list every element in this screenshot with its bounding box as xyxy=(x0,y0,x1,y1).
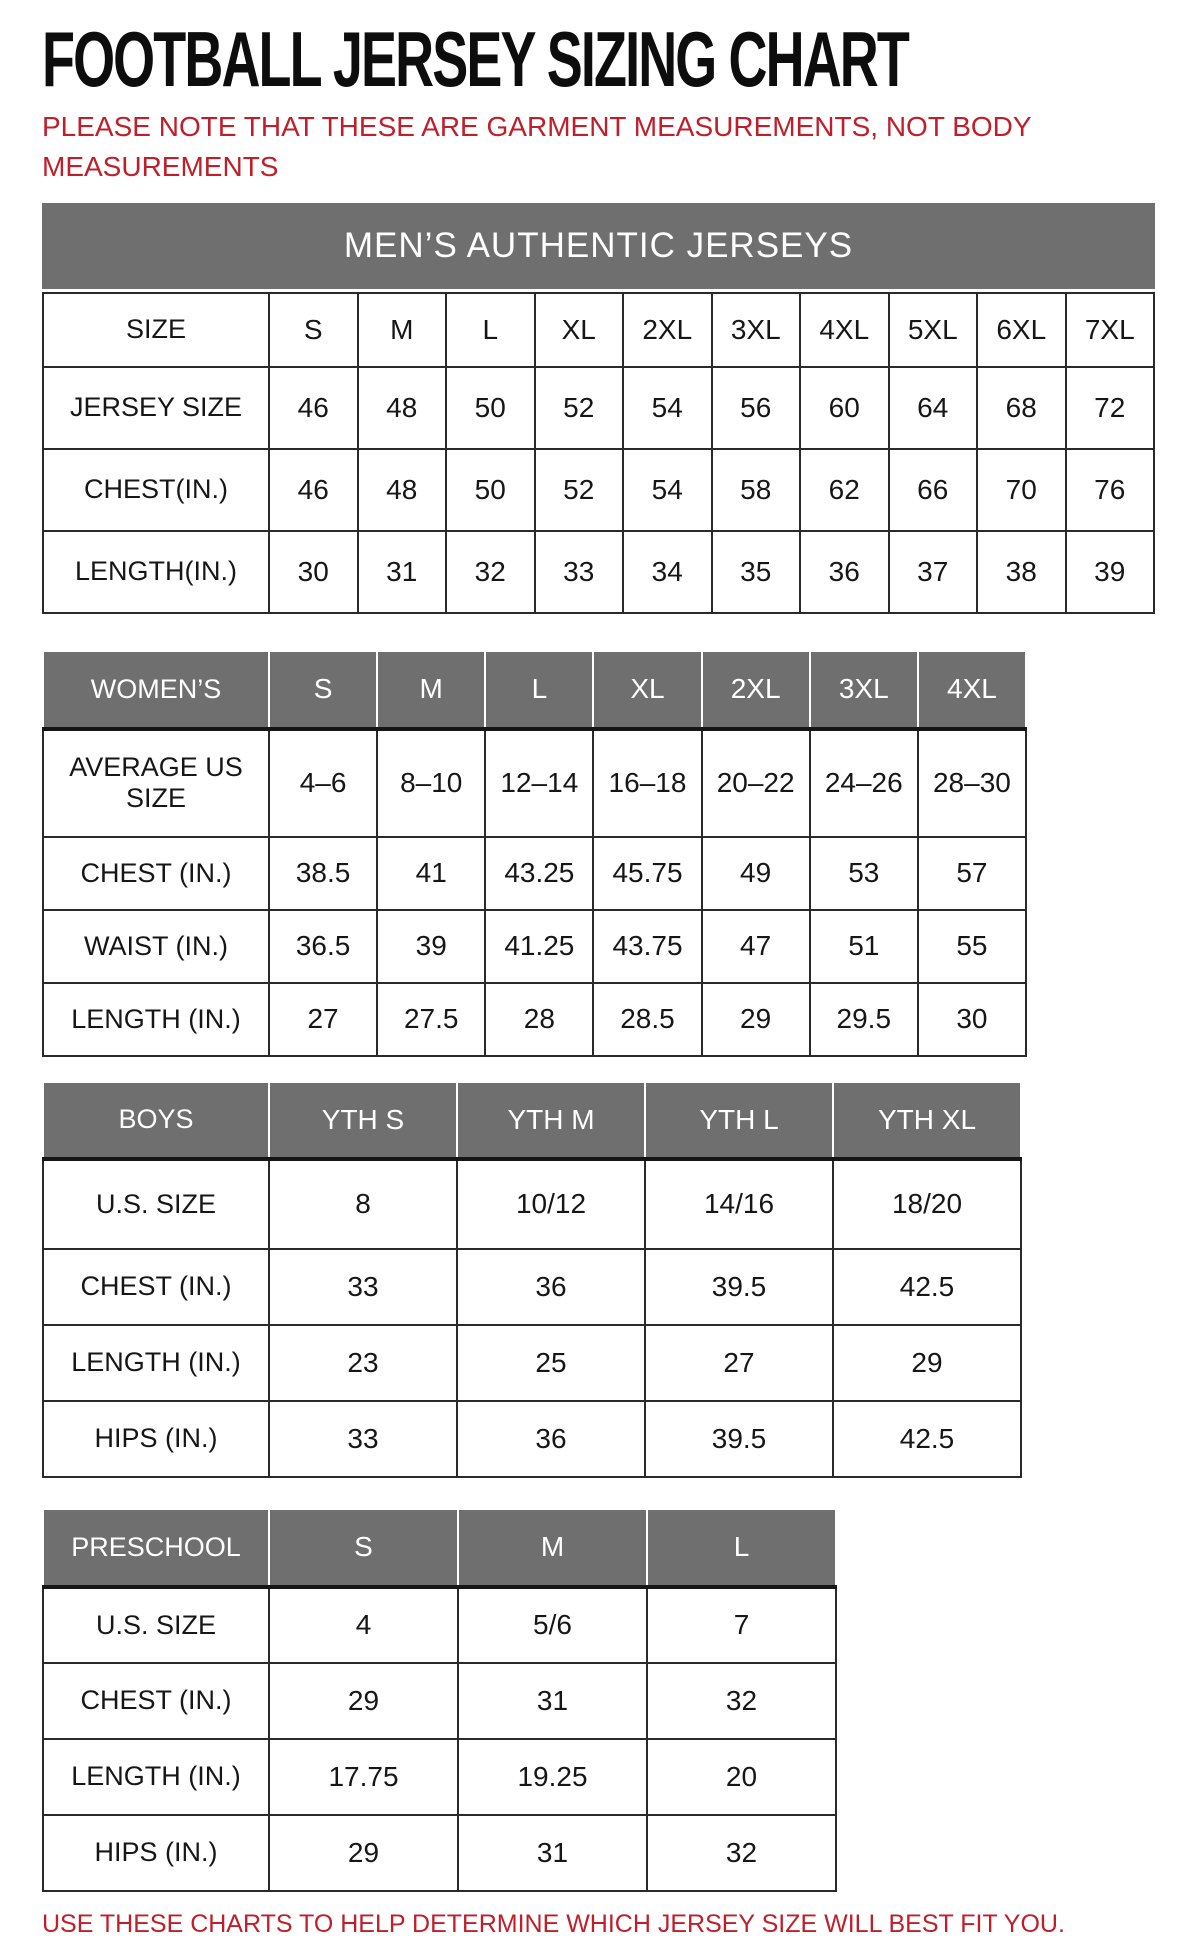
row-label-cell: LENGTH (IN.) xyxy=(43,1325,269,1401)
table-row xyxy=(43,1663,836,1739)
value-cell: 76 xyxy=(1066,449,1155,531)
garment-measurements-note: PLEASE NOTE THAT THESE ARE GARMENT MEASUREMENTS, NOT BODY MEASUREMENTS xyxy=(42,111,1032,182)
value-cell: 52 xyxy=(535,449,624,531)
value-cell: 4–6 xyxy=(269,729,377,837)
row-label-cell: JERSEY SIZE xyxy=(43,367,269,449)
row-label-cell: LENGTH(IN.) xyxy=(43,531,269,613)
value-cell: 47 xyxy=(702,910,810,983)
value-cell: 20 xyxy=(647,1739,836,1815)
value-cell: 66 xyxy=(889,449,978,531)
header-label-cell: BOYS xyxy=(43,1082,269,1159)
header-label-cell: WOMEN’S xyxy=(43,651,269,729)
value-cell: 32 xyxy=(647,1815,836,1891)
value-cell: 46 xyxy=(269,449,358,531)
header-row xyxy=(43,1509,836,1587)
value-cell: 50 xyxy=(446,367,535,449)
row-label-cell: LENGTH (IN.) xyxy=(43,983,269,1056)
value-cell: 32 xyxy=(446,531,535,613)
value-cell: 28.5 xyxy=(593,983,701,1056)
row-label-cell: HIPS (IN.) xyxy=(43,1401,269,1477)
value-cell: 39.5 xyxy=(645,1249,833,1325)
row-label-cell: CHEST(IN.) xyxy=(43,449,269,531)
value-cell: 17.75 xyxy=(269,1739,458,1815)
row-label-cell: U.S. SIZE xyxy=(43,1159,269,1249)
header-label-cell: SIZE xyxy=(43,293,269,367)
value-cell: 46 xyxy=(269,367,358,449)
value-cell: 12–14 xyxy=(485,729,593,837)
header-row xyxy=(43,651,1026,729)
value-cell: 42.5 xyxy=(833,1249,1021,1325)
row-label-cell: CHEST (IN.) xyxy=(43,1249,269,1325)
value-cell: 48 xyxy=(358,449,447,531)
title-wrap xyxy=(42,15,1156,104)
value-cell: 10/12 xyxy=(457,1159,645,1249)
value-cell: 27.5 xyxy=(377,983,485,1056)
value-cell: 36.5 xyxy=(269,910,377,983)
value-cell: 4 xyxy=(269,1587,458,1663)
value-cell: 27 xyxy=(645,1325,833,1401)
row-label-cell: CHEST (IN.) xyxy=(43,837,269,910)
value-cell: 35 xyxy=(712,531,801,613)
header-size-cell: 3XL xyxy=(712,293,801,367)
value-cell: 39 xyxy=(1066,531,1155,613)
value-cell: 31 xyxy=(458,1663,647,1739)
header-size-cell: XL xyxy=(535,293,624,367)
value-cell: 38.5 xyxy=(269,837,377,910)
mens-sizing-table xyxy=(42,292,1155,614)
value-cell: 41 xyxy=(377,837,485,910)
value-cell: 31 xyxy=(358,531,447,613)
header-label-cell: PRESCHOOL xyxy=(43,1509,269,1587)
mens-authentic-jerseys-banner: MEN’S AUTHENTIC JERSEYS xyxy=(42,203,1155,289)
header-size-cell: 3XL xyxy=(810,651,918,729)
value-cell: 8 xyxy=(269,1159,457,1249)
value-cell: 70 xyxy=(977,449,1066,531)
header-size-cell: M xyxy=(377,651,485,729)
value-cell: 45.75 xyxy=(593,837,701,910)
table-row xyxy=(43,1401,1021,1477)
header-size-cell: 4XL xyxy=(800,293,889,367)
value-cell: 30 xyxy=(269,531,358,613)
value-cell: 56 xyxy=(712,367,801,449)
value-cell: 64 xyxy=(889,367,978,449)
value-cell: 58 xyxy=(712,449,801,531)
header-size-cell: XL xyxy=(593,651,701,729)
header-size-cell: L xyxy=(446,293,535,367)
preschool-sizing-table xyxy=(42,1508,837,1892)
value-cell: 7 xyxy=(647,1587,836,1663)
row-label-cell: LENGTH (IN.) xyxy=(43,1739,269,1815)
value-cell: 38 xyxy=(977,531,1066,613)
value-cell: 55 xyxy=(918,910,1026,983)
value-cell: 29 xyxy=(269,1663,458,1739)
value-cell: 30 xyxy=(918,983,1026,1056)
table-row xyxy=(43,729,1026,837)
header-size-cell: 7XL xyxy=(1066,293,1155,367)
header-row xyxy=(43,1082,1021,1159)
row-label-cell: WAIST (IN.) xyxy=(43,910,269,983)
value-cell: 72 xyxy=(1066,367,1155,449)
value-cell: 8–10 xyxy=(377,729,485,837)
value-cell: 29 xyxy=(702,983,810,1056)
value-cell: 29.5 xyxy=(810,983,918,1056)
womens-sizing-table xyxy=(42,650,1027,1057)
value-cell: 23 xyxy=(269,1325,457,1401)
value-cell: 34 xyxy=(623,531,712,613)
header-size-cell: 2XL xyxy=(623,293,712,367)
value-cell: 24–26 xyxy=(810,729,918,837)
value-cell: 42.5 xyxy=(833,1401,1021,1477)
value-cell: 14/16 xyxy=(645,1159,833,1249)
value-cell: 31 xyxy=(458,1815,647,1891)
header-size-cell: 2XL xyxy=(702,651,810,729)
boys-sizing-table xyxy=(42,1081,1022,1478)
value-cell: 27 xyxy=(269,983,377,1056)
table-row xyxy=(43,910,1026,983)
value-cell: 48 xyxy=(358,367,447,449)
value-cell: 20–22 xyxy=(702,729,810,837)
value-cell: 18/20 xyxy=(833,1159,1021,1249)
value-cell: 29 xyxy=(269,1815,458,1891)
header-size-cell: L xyxy=(647,1509,836,1587)
header-size-cell: 6XL xyxy=(977,293,1066,367)
value-cell: 25 xyxy=(457,1325,645,1401)
value-cell: 68 xyxy=(977,367,1066,449)
value-cell: 33 xyxy=(269,1249,457,1325)
value-cell: 49 xyxy=(702,837,810,910)
value-cell: 36 xyxy=(457,1401,645,1477)
table-row xyxy=(43,531,1154,613)
value-cell: 33 xyxy=(269,1401,457,1477)
value-cell: 28–30 xyxy=(918,729,1026,837)
value-cell: 39.5 xyxy=(645,1401,833,1477)
row-label-cell: AVERAGE US SIZE xyxy=(43,729,269,837)
table-row xyxy=(43,983,1026,1056)
value-cell: 43.75 xyxy=(593,910,701,983)
value-cell: 62 xyxy=(800,449,889,531)
value-cell: 5/6 xyxy=(458,1587,647,1663)
value-cell: 29 xyxy=(833,1325,1021,1401)
header-size-cell: L xyxy=(485,651,593,729)
header-size-cell: YTH M xyxy=(457,1082,645,1159)
value-cell: 50 xyxy=(446,449,535,531)
value-cell: 51 xyxy=(810,910,918,983)
header-size-cell: S xyxy=(269,1509,458,1587)
header-size-cell: 5XL xyxy=(889,293,978,367)
header-size-cell: S xyxy=(269,651,377,729)
table-row xyxy=(43,1815,836,1891)
value-cell: 36 xyxy=(457,1249,645,1325)
page-title: FOOTBALL JERSEY SIZING CHART xyxy=(42,16,908,104)
value-cell: 32 xyxy=(647,1663,836,1739)
footer-note: USE THESE CHARTS TO HELP DETERMINE WHICH JERSEY SIZE WILL BEST FIT YOU. xyxy=(42,1909,1065,1938)
header-row xyxy=(43,293,1154,367)
header-size-cell: YTH XL xyxy=(833,1082,1021,1159)
table-row xyxy=(43,1325,1021,1401)
value-cell: 53 xyxy=(810,837,918,910)
header-size-cell: 4XL xyxy=(918,651,1026,729)
header-size-cell: S xyxy=(269,293,358,367)
value-cell: 57 xyxy=(918,837,1026,910)
table-row xyxy=(43,837,1026,910)
header-size-cell: YTH S xyxy=(269,1082,457,1159)
table-row xyxy=(43,1249,1021,1325)
value-cell: 16–18 xyxy=(593,729,701,837)
table-row xyxy=(43,1587,836,1663)
value-cell: 60 xyxy=(800,367,889,449)
value-cell: 28 xyxy=(485,983,593,1056)
value-cell: 36 xyxy=(800,531,889,613)
table-row xyxy=(43,1739,836,1815)
value-cell: 43.25 xyxy=(485,837,593,910)
value-cell: 52 xyxy=(535,367,624,449)
row-label-cell: HIPS (IN.) xyxy=(43,1815,269,1891)
value-cell: 19.25 xyxy=(458,1739,647,1815)
table-row xyxy=(43,1159,1021,1249)
value-cell: 37 xyxy=(889,531,978,613)
row-label-cell: U.S. SIZE xyxy=(43,1587,269,1663)
value-cell: 41.25 xyxy=(485,910,593,983)
header-size-cell: M xyxy=(358,293,447,367)
value-cell: 39 xyxy=(377,910,485,983)
table-row xyxy=(43,367,1154,449)
value-cell: 33 xyxy=(535,531,624,613)
value-cell: 54 xyxy=(623,367,712,449)
header-size-cell: M xyxy=(458,1509,647,1587)
value-cell: 54 xyxy=(623,449,712,531)
row-label-cell: CHEST (IN.) xyxy=(43,1663,269,1739)
table-row xyxy=(43,449,1154,531)
header-size-cell: YTH L xyxy=(645,1082,833,1159)
